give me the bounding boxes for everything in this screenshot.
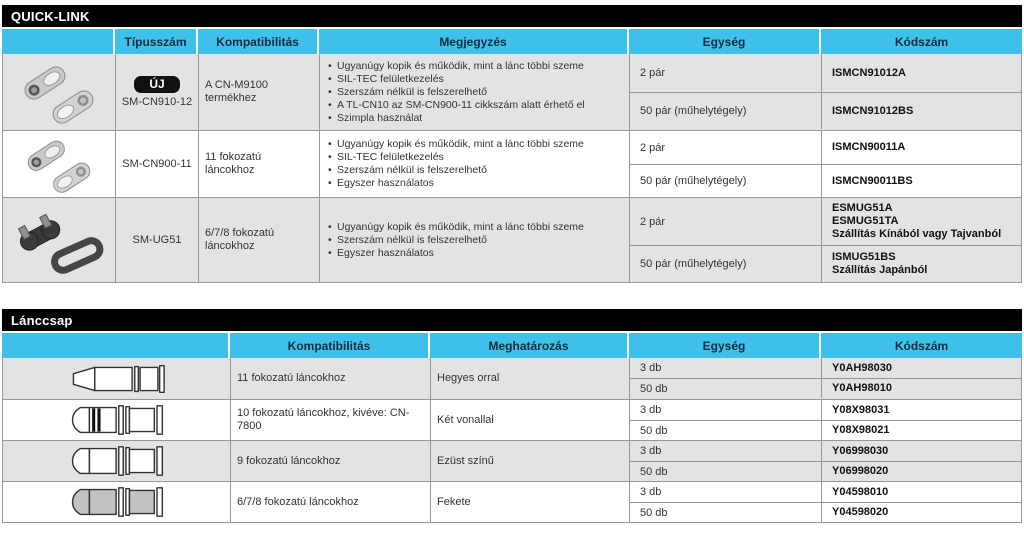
header-compatibility: Kompatibilitás (230, 333, 430, 358)
unit-cell: 3 db (630, 482, 822, 502)
chain-pin-table (2, 309, 1022, 523)
unit-code-group (630, 198, 1021, 282)
unit-cell: 50 db (630, 503, 822, 522)
unit-cell: 3 db (630, 400, 822, 420)
code-value: ISMCN90011BS (832, 174, 913, 187)
product-image-cell (3, 482, 231, 522)
product-image-cell (3, 358, 231, 399)
code-value: Y06998020 (832, 465, 889, 477)
notes-cell (320, 131, 630, 197)
unit-code-subrow (630, 54, 1021, 92)
code-value: Szállítás Kínából vagy Tajvanból (832, 228, 1002, 240)
product-image-cell (3, 198, 116, 282)
unit-code-subrow (630, 131, 1021, 164)
quick-link-header-row (2, 29, 1022, 54)
code-value: Y06998030 (832, 444, 889, 457)
table-row (3, 358, 1021, 399)
unit-cell: 50 pár (műhelytégely) (630, 165, 822, 197)
pin-two-lines-image (62, 404, 172, 436)
unit-code-group (630, 400, 1021, 440)
unit-code-subrow (630, 420, 1021, 440)
header-unit: Egység (629, 333, 821, 358)
code-cell (822, 165, 1021, 197)
table-row (3, 481, 1021, 522)
unit-code-group (630, 358, 1021, 399)
definition-cell: Hegyes orral (431, 358, 630, 399)
code-cell (822, 482, 1021, 502)
product-image-cell (3, 131, 116, 197)
code-value: ISMCN91012A (832, 66, 906, 79)
table-row (3, 130, 1021, 197)
unit-code-group (630, 131, 1021, 197)
code-value: ESMUG51A (832, 202, 893, 214)
type-number-cell (116, 198, 199, 282)
product-image-cell (3, 441, 231, 481)
code-cell (822, 198, 1021, 245)
compatibility-cell: 6/7/8 fokozatú láncokhoz (231, 482, 431, 522)
unit-code-subrow (630, 482, 1021, 502)
code-cell (822, 441, 1021, 461)
chain-pin-title: Lánccsap (2, 309, 1022, 333)
compatibility-cell: A CN-M9100 termékhez (199, 54, 320, 130)
quick-link-body (2, 54, 1022, 283)
definition-cell: Ezüst színű (431, 441, 630, 481)
note-item: • Ugyanúgy kopik és működik, mint a lánc többi szeme (327, 138, 624, 151)
new-badge: ÚJ (134, 76, 179, 93)
unit-cell: 3 db (630, 441, 822, 461)
product-image-cell (3, 400, 231, 440)
quick-link-silver-image (11, 59, 107, 125)
header-compatibility: Kompatibilitás (198, 29, 319, 54)
note-item: • Egyszer használatos (327, 177, 624, 190)
header-code: Kódszám (894, 338, 949, 353)
unit-cell: 50 db (630, 421, 822, 440)
code-value: ISMUG51BS (832, 251, 896, 263)
notes-cell (320, 54, 630, 130)
code-value: ISMCN91012BS (832, 104, 914, 117)
table-row (3, 399, 1021, 440)
unit-code-subrow (630, 198, 1021, 245)
unit-code-subrow (630, 358, 1021, 378)
header-definition: Meghatározás (430, 333, 629, 358)
unit-cell: 50 pár (műhelytégely) (630, 246, 822, 282)
code-cell (822, 400, 1021, 420)
type-number: SM-UG51 (132, 234, 182, 246)
unit-cell: 2 pár (630, 54, 822, 92)
compatibility-cell: 10 fokozatú láncokhoz, kivéve: CN-7800 (231, 400, 431, 440)
unit-cell: 50 pár (műhelytégely) (630, 93, 822, 129)
code-cell (822, 503, 1021, 522)
unit-code-subrow (630, 378, 1021, 398)
code-cell (822, 131, 1021, 164)
compatibility-cell: 11 fokozatú láncokhoz (199, 131, 320, 197)
compatibility-cell: 11 fokozatú láncokhoz (231, 358, 431, 399)
unit-code-subrow (630, 92, 1021, 129)
table-row (3, 54, 1021, 130)
code-value: ESMUG51TA (832, 215, 899, 227)
note-item: • SIL-TEC felületkezelés (327, 151, 624, 164)
quick-link-silver-image (11, 134, 107, 194)
header-code: Kódszám (894, 34, 949, 49)
note-item: • A TL-CN10 az SM-CN900-11 cikkszám alatt érhető el (327, 99, 624, 112)
code-cell (822, 246, 1021, 282)
table-row (3, 197, 1021, 282)
code-value: Y08X98021 (832, 424, 890, 436)
unit-cell: 50 db (630, 462, 822, 481)
unit-code-group (630, 482, 1021, 522)
type-number: SM-CN900-11 (122, 158, 192, 170)
table-row (3, 440, 1021, 481)
code-value: ISMCN90011A (832, 141, 906, 153)
code-value: Y08X98031 (832, 403, 890, 416)
pin-pointed-nose-image (62, 363, 172, 395)
type-number-cell (116, 54, 199, 130)
code-value: Y04598010 (832, 485, 889, 498)
note-item: • Szerszám nélkül is felszerelhető (327, 86, 624, 99)
definition-cell: Fekete (431, 482, 630, 522)
code-cell (822, 54, 1021, 92)
quick-link-table (2, 5, 1022, 283)
unit-code-group (630, 54, 1021, 130)
compatibility-cell: 9 fokozatú láncokhoz (231, 441, 431, 481)
unit-cell: 2 pár (630, 131, 822, 164)
quick-link-dark-image (9, 205, 109, 275)
quick-link-title: QUICK-LINK (2, 5, 1022, 29)
code-cell (822, 93, 1021, 129)
code-value: Y04598020 (832, 506, 889, 518)
chain-pin-header-row (2, 333, 1022, 358)
note-item: • Szerszám nélkül is felszerelhető (327, 234, 624, 247)
note-item: • Ugyanúgy kopik és működik, mint a lánc többi szeme (327, 221, 624, 234)
unit-code-subrow (630, 441, 1021, 461)
unit-cell: 50 db (630, 379, 822, 398)
note-item: • SIL-TEC felületkezelés (327, 73, 624, 86)
compatibility-cell: 6/7/8 fokozatú láncokhoz (199, 198, 320, 282)
notes-cell (320, 198, 630, 282)
note-item: • Szerszám nélkül is felszerelhető (327, 164, 624, 177)
header-unit: Egység (629, 29, 821, 54)
unit-cell: 3 db (630, 358, 822, 378)
definition-cell: Két vonallal (431, 400, 630, 440)
header-image-spacer (2, 29, 115, 54)
note-item: • Egyszer használatos (327, 247, 624, 260)
unit-code-subrow (630, 245, 1021, 282)
code-value: Y0AH98010 (832, 382, 892, 394)
code-value: Szállítás Japánból (832, 264, 928, 276)
code-cell (822, 379, 1021, 398)
unit-code-subrow (630, 502, 1021, 522)
code-cell (822, 421, 1021, 440)
pin-silver-image (62, 445, 172, 477)
unit-code-group (630, 441, 1021, 481)
header-notes: Megjegyzés (319, 29, 629, 54)
code-cell (822, 358, 1021, 378)
type-number: SM-CN910-12 (121, 96, 193, 108)
unit-code-subrow (630, 461, 1021, 481)
note-item: • Ugyanúgy kopik és működik, mint a lánc többi szeme (327, 60, 624, 73)
unit-cell: 2 pár (630, 198, 822, 245)
code-value: Y0AH98030 (832, 361, 892, 374)
code-cell (822, 462, 1021, 481)
unit-code-subrow (630, 164, 1021, 197)
note-item: • Szimpla használat (327, 112, 624, 125)
chain-pin-body (2, 358, 1022, 523)
header-image-spacer (2, 333, 230, 358)
header-type-number: Típusszám (115, 29, 198, 54)
unit-code-subrow (630, 400, 1021, 420)
pin-black-image (62, 486, 172, 518)
product-image-cell (3, 54, 116, 130)
type-number-cell (116, 131, 199, 197)
